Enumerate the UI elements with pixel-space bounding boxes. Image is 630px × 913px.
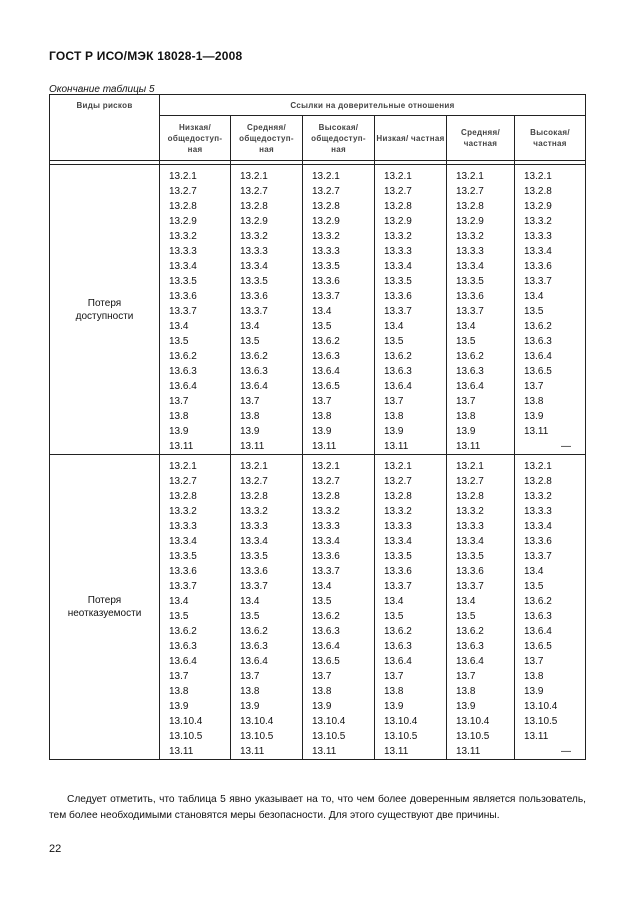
reference-item: 13.6.4 [384, 656, 412, 667]
reference-item: 13.9 [169, 701, 189, 712]
reference-item: 13.11 [456, 441, 481, 452]
reference-item: 13.8 [312, 411, 332, 422]
reference-item: 13.3.7 [456, 581, 484, 592]
risk-type-cell: Потеря доступности [50, 165, 160, 455]
reference-item: 13.3.6 [456, 291, 484, 302]
reference-item: 13.7 [169, 396, 189, 407]
reference-column [160, 455, 231, 760]
reference-item: 13.10.4 [169, 716, 203, 727]
reference-item: 13.3.5 [312, 261, 340, 272]
reference-item: 13.3.3 [524, 231, 552, 242]
reference-item: 13.11 [240, 441, 265, 452]
reference-item: 13.6.4 [312, 641, 340, 652]
reference-item: 13.10.5 [456, 731, 490, 742]
reference-item: 13.2.7 [384, 476, 412, 487]
reference-item: 13.6.4 [312, 366, 340, 377]
reference-item: 13.3.5 [384, 551, 412, 562]
reference-item: 13.3.5 [456, 276, 484, 287]
reference-item: 13.4 [312, 581, 332, 592]
reference-item: 13.3.7 [312, 566, 340, 577]
reference-item: 13.3.4 [169, 536, 197, 547]
reference-item: 13.2.7 [169, 186, 197, 197]
reference-item: 13.6.4 [524, 351, 552, 362]
reference-item: 13.2.9 [384, 216, 412, 227]
reference-item: 13.7 [240, 671, 260, 682]
reference-item: 13.3.7 [384, 581, 412, 592]
reference-item: 13.3.2 [240, 506, 268, 517]
reference-item: 13.6.2 [169, 626, 197, 637]
reference-item: 13.6.4 [240, 656, 268, 667]
reference-item: 13.3.7 [240, 581, 268, 592]
reference-item: 13.2.8 [384, 491, 412, 502]
reference-item: 13.6.2 [312, 611, 340, 622]
reference-item: 13.6.4 [384, 381, 412, 392]
reference-item: 13.2.8 [524, 476, 552, 487]
reference-item: 13.6.4 [456, 656, 484, 667]
footer-paragraph [49, 792, 586, 824]
reference-item: 13.4 [524, 291, 544, 302]
reference-item: 13.5 [384, 336, 404, 347]
reference-item: 13.6.4 [169, 656, 197, 667]
reference-item: 13.8 [456, 686, 476, 697]
reference-item: 13.6.4 [524, 626, 552, 637]
reference-item: 13.6.3 [240, 641, 268, 652]
reference-item: 13.3.2 [524, 491, 552, 502]
reference-item: 13.4 [240, 596, 260, 607]
reference-item: 13.5 [240, 611, 260, 622]
reference-item: 13.11 [169, 441, 194, 452]
reference-item: 13.6.3 [456, 641, 484, 652]
reference-item: 13.4 [240, 321, 260, 332]
reference-item: 13.3.3 [240, 246, 268, 257]
reference-item: 13.11 [524, 426, 549, 437]
reference-item: 13.6.3 [312, 626, 340, 637]
reference-item: — [561, 441, 572, 452]
reference-item: 13.9 [524, 411, 544, 422]
reference-item: 13.2.7 [312, 476, 340, 487]
reference-item: 13.3.6 [524, 261, 552, 272]
reference-item: 13.3.6 [169, 291, 197, 302]
reference-item: 13.3.6 [312, 551, 340, 562]
reference-item: 13.3.5 [169, 551, 197, 562]
reference-item: 13.2.8 [312, 201, 340, 212]
reference-column [375, 455, 447, 760]
reference-item: 13.3.4 [169, 261, 197, 272]
reference-item: 13.10.5 [240, 731, 274, 742]
reference-item: 13.3.3 [240, 521, 268, 532]
col-header: Низкая/ частная [375, 116, 447, 161]
reference-item: 13.6.5 [312, 381, 340, 392]
reference-column [160, 165, 231, 455]
reference-item: 13.8 [240, 411, 260, 422]
reference-item: 13.3.2 [456, 506, 484, 517]
reference-item: 13.2.9 [456, 216, 484, 227]
col-header: Высокая/ частная [515, 116, 586, 161]
reference-item: 13.6.2 [456, 626, 484, 637]
reference-item: 13.6.3 [524, 336, 552, 347]
reference-item: 13.2.9 [240, 216, 268, 227]
reference-item: 13.3.7 [169, 306, 197, 317]
reference-item: 13.6.3 [524, 611, 552, 622]
reference-item: 13.11 [312, 746, 337, 757]
reference-item: 13.6.2 [524, 321, 552, 332]
reference-item: 13.4 [169, 321, 189, 332]
reference-item: 13.8 [524, 396, 544, 407]
reference-item: 13.2.8 [240, 201, 268, 212]
reference-item: 13.7 [456, 671, 476, 682]
reference-item: 13.2.1 [456, 461, 484, 472]
table-caption: Окончание таблицы 5 [49, 84, 155, 95]
reference-item: 13.5 [312, 321, 332, 332]
reference-item: 13.3.5 [384, 276, 412, 287]
reference-item: 13.2.8 [384, 201, 412, 212]
reference-item: 13.3.3 [312, 246, 340, 257]
reference-item: 13.3.3 [169, 521, 197, 532]
risk-reference-table [49, 94, 586, 760]
reference-item: 13.2.7 [312, 186, 340, 197]
reference-item: 13.8 [524, 671, 544, 682]
reference-item: 13.11 [384, 441, 409, 452]
reference-item: 13.10.4 [456, 716, 490, 727]
trust-refs-header: Ссылки на доверительные отношения [160, 95, 586, 116]
reference-item: 13.2.1 [169, 171, 197, 182]
reference-item: 13.7 [312, 396, 332, 407]
reference-item: 13.11 [384, 746, 409, 757]
reference-item: 13.3.2 [384, 506, 412, 517]
reference-item: 13.2.7 [240, 186, 268, 197]
reference-item: 13.11 [524, 731, 549, 742]
reference-item: 13.3.3 [312, 521, 340, 532]
reference-column [231, 455, 303, 760]
reference-item: 13.3.7 [524, 276, 552, 287]
reference-item: 13.8 [456, 411, 476, 422]
reference-item: 13.3.7 [384, 306, 412, 317]
reference-column [447, 455, 515, 760]
reference-item: 13.11 [312, 441, 337, 452]
reference-column [303, 165, 375, 455]
reference-item: 13.3.7 [169, 581, 197, 592]
reference-item: 13.4 [456, 321, 476, 332]
reference-item: 13.6.3 [240, 366, 268, 377]
reference-item: 13.6.2 [240, 351, 268, 362]
reference-column [303, 455, 375, 760]
reference-item: 13.8 [240, 686, 260, 697]
reference-item: 13.3.2 [312, 231, 340, 242]
reference-item: 13.5 [169, 336, 189, 347]
reference-item: 13.6.4 [169, 381, 197, 392]
reference-item: 13.4 [524, 566, 544, 577]
reference-item: 13.9 [312, 701, 332, 712]
reference-item: 13.6.3 [169, 366, 197, 377]
reference-item: 13.6.3 [169, 641, 197, 652]
reference-item: 13.3.2 [169, 506, 197, 517]
reference-item: 13.11 [240, 746, 265, 757]
reference-item: 13.2.7 [169, 476, 197, 487]
reference-item: 13.6.3 [456, 366, 484, 377]
reference-column [231, 165, 303, 455]
reference-item: 13.3.6 [240, 566, 268, 577]
reference-item: 13.3.3 [524, 506, 552, 517]
reference-item: 13.3.6 [169, 566, 197, 577]
reference-item: 13.3.3 [384, 521, 412, 532]
reference-item: 13.5 [524, 306, 544, 317]
reference-item: 13.2.7 [384, 186, 412, 197]
reference-item: 13.10.5 [169, 731, 203, 742]
col-header: Высокая/ общедоступ- ная [303, 116, 375, 161]
col-header: Низкая/ общедоступ- ная [160, 116, 231, 161]
page-header: ГОСТ Р ИСО/МЭК 18028-1—2008 [49, 49, 243, 63]
reference-item: 13.6.4 [240, 381, 268, 392]
reference-item: 13.9 [240, 426, 260, 437]
reference-item: 13.3.2 [312, 506, 340, 517]
reference-item: 13.5 [169, 611, 189, 622]
reference-item: 13.3.7 [456, 306, 484, 317]
reference-item: 13.3.6 [384, 291, 412, 302]
reference-item: 13.8 [169, 411, 189, 422]
reference-item: 13.5 [240, 336, 260, 347]
reference-item: 13.3.6 [524, 536, 552, 547]
reference-item: 13.4 [384, 596, 404, 607]
reference-item: 13.8 [384, 411, 404, 422]
reference-item: 13.10.4 [312, 716, 346, 727]
reference-item: 13.3.3 [456, 521, 484, 532]
reference-item: 13.2.1 [312, 461, 340, 472]
reference-item: 13.3.5 [240, 551, 268, 562]
reference-item: 13.3.6 [456, 566, 484, 577]
reference-item: 13.10.4 [384, 716, 418, 727]
reference-item: 13.3.4 [524, 246, 552, 257]
reference-item: 13.6.2 [312, 336, 340, 347]
reference-item: 13.7 [312, 671, 332, 682]
reference-item: — [561, 746, 572, 757]
reference-item: 13.11 [456, 746, 481, 757]
reference-item: 13.3.3 [384, 246, 412, 257]
reference-item: 13.3.5 [169, 276, 197, 287]
reference-item: 13.2.1 [240, 461, 268, 472]
reference-item: 13.3.7 [240, 306, 268, 317]
reference-item: 13.2.9 [169, 216, 197, 227]
reference-item: 13.3.2 [169, 231, 197, 242]
reference-item: 13.3.5 [240, 276, 268, 287]
reference-item: 13.2.1 [312, 171, 340, 182]
reference-item: 13.2.1 [456, 171, 484, 182]
reference-item: 13.2.8 [312, 491, 340, 502]
reference-item: 13.4 [169, 596, 189, 607]
reference-item: 13.11 [169, 746, 194, 757]
reference-item: 13.6.2 [524, 596, 552, 607]
reference-item: 13.2.8 [456, 491, 484, 502]
reference-item: 13.10.4 [524, 701, 558, 712]
reference-item: 13.2.7 [456, 186, 484, 197]
reference-item: 13.2.7 [240, 476, 268, 487]
reference-item: 13.3.6 [384, 566, 412, 577]
reference-item: 13.6.3 [384, 366, 412, 377]
reference-column [515, 455, 586, 760]
reference-item: 13.2.8 [169, 201, 197, 212]
risk-type-header: Виды рисков [50, 95, 160, 161]
reference-item: 13.3.4 [240, 261, 268, 272]
reference-item: 13.7 [384, 396, 404, 407]
reference-item: 13.7 [240, 396, 260, 407]
reference-item: 13.9 [240, 701, 260, 712]
reference-item: 13.9 [456, 426, 476, 437]
risk-group-row [50, 455, 586, 760]
reference-item: 13.3.3 [456, 246, 484, 257]
footer-text: Следует отметить, что таблица 5 явно указывает на то, что чем более доверенным является пользователь, тем более необходимыми становятся меры безопасности. Для этого существуют две причины. [49, 794, 586, 821]
reference-item: 13.3.5 [456, 551, 484, 562]
reference-item: 13.2.9 [312, 216, 340, 227]
reference-item: 13.2.8 [169, 491, 197, 502]
reference-item: 13.3.2 [456, 231, 484, 242]
reference-item: 13.8 [169, 686, 189, 697]
risk-type-cell: Потеря неотказуемости [50, 455, 160, 760]
reference-item: 13.2.1 [240, 171, 268, 182]
reference-column [375, 165, 447, 455]
reference-item: 13.5 [456, 611, 476, 622]
reference-item: 13.2.8 [456, 201, 484, 212]
reference-item: 13.2.1 [169, 461, 197, 472]
reference-item: 13.2.1 [384, 171, 412, 182]
reference-item: 13.6.2 [240, 626, 268, 637]
reference-item: 13.9 [384, 426, 404, 437]
reference-item: 13.3.6 [240, 291, 268, 302]
reference-item: 13.6.4 [456, 381, 484, 392]
reference-item: 13.4 [384, 321, 404, 332]
reference-item: 13.3.4 [384, 536, 412, 547]
reference-item: 13.9 [312, 426, 332, 437]
risk-group-row [50, 165, 586, 455]
reference-item: 13.2.1 [524, 461, 552, 472]
reference-item: 13.9 [384, 701, 404, 712]
reference-item: 13.3.2 [524, 216, 552, 227]
reference-item: 13.3.7 [312, 291, 340, 302]
reference-item: 13.3.2 [240, 231, 268, 242]
reference-item: 13.6.2 [169, 351, 197, 362]
reference-item: 13.5 [456, 336, 476, 347]
reference-item: 13.7 [169, 671, 189, 682]
reference-item: 13.6.5 [524, 366, 552, 377]
reference-item: 13.4 [456, 596, 476, 607]
reference-item: 13.3.7 [524, 551, 552, 562]
reference-item: 13.7 [384, 671, 404, 682]
reference-item: 13.2.1 [524, 171, 552, 182]
reference-item: 13.2.1 [384, 461, 412, 472]
reference-item: 13.5 [384, 611, 404, 622]
reference-item: 13.10.5 [524, 716, 558, 727]
reference-item: 13.5 [524, 581, 544, 592]
reference-item: 13.5 [312, 596, 332, 607]
reference-item: 13.6.5 [312, 656, 340, 667]
reference-item: 13.10.4 [240, 716, 274, 727]
reference-item: 13.7 [524, 656, 544, 667]
reference-item: 13.3.4 [456, 536, 484, 547]
reference-item: 13.6.3 [312, 351, 340, 362]
reference-item: 13.6.2 [384, 626, 412, 637]
reference-item: 13.2.8 [524, 186, 552, 197]
page-number: 22 [49, 843, 62, 855]
col-header: Средняя/ частная [447, 116, 515, 161]
reference-item: 13.2.7 [456, 476, 484, 487]
reference-item: 13.7 [524, 381, 544, 392]
reference-item: 13.4 [312, 306, 332, 317]
reference-item: 13.9 [456, 701, 476, 712]
reference-item: 13.6.2 [384, 351, 412, 362]
reference-item: 13.3.4 [456, 261, 484, 272]
reference-item: 13.3.4 [312, 536, 340, 547]
reference-item: 13.9 [524, 686, 544, 697]
reference-item: 13.2.9 [524, 201, 552, 212]
reference-item: 13.8 [384, 686, 404, 697]
reference-item: 13.9 [169, 426, 189, 437]
reference-item: 13.3.6 [312, 276, 340, 287]
col-header: Средняя/ общедоступ- ная [231, 116, 303, 161]
reference-item: 13.3.2 [384, 231, 412, 242]
reference-item: 13.3.4 [240, 536, 268, 547]
reference-item: 13.3.4 [524, 521, 552, 532]
reference-column [515, 165, 586, 455]
reference-column [447, 165, 515, 455]
reference-item: 13.6.3 [384, 641, 412, 652]
reference-item: 13.6.2 [456, 351, 484, 362]
reference-item: 13.10.5 [312, 731, 346, 742]
reference-item: 13.10.5 [384, 731, 418, 742]
reference-item: 13.3.4 [384, 261, 412, 272]
reference-item: 13.8 [312, 686, 332, 697]
reference-item: 13.2.8 [240, 491, 268, 502]
reference-item: 13.6.5 [524, 641, 552, 652]
reference-item: 13.3.3 [169, 246, 197, 257]
reference-item: 13.7 [456, 396, 476, 407]
